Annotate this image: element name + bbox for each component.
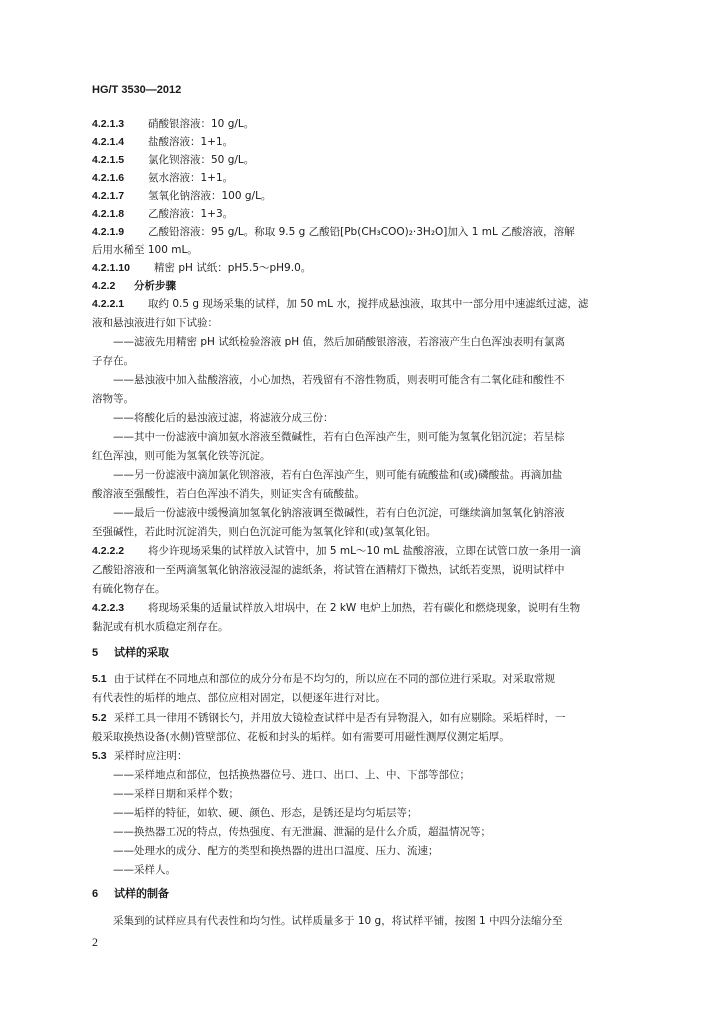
item-number: 4.2.2.3 xyxy=(92,602,125,614)
dash-item-cont: 溶物等。 xyxy=(92,393,134,405)
section-title: 试样的采取 xyxy=(114,646,169,659)
line-text: 采样工具一律用不锈钢长勺，并用放大镜检查试样中是否有异物混入，如有应剔除。采垢样时，一 xyxy=(114,712,566,724)
dash-item-cont: 红色浑浊，则可能为氢氧化铁等沉淀。 xyxy=(92,450,271,462)
section-title: 分析步骤 xyxy=(134,280,176,292)
line-text: 由于试样在不同地点和部位的成分分布是不均匀的，所以应在不同的部位进行采取。对采取常规 xyxy=(114,673,555,685)
dash-item: ——处理水的成分、配方的类型和换热器的进出口温度、压力、流速； xyxy=(113,845,439,857)
section-heading-4-2-2 xyxy=(92,279,176,293)
item-text: 氢氧化钠溶液：100 g/L。 xyxy=(148,190,272,202)
item-4-2-1-8 xyxy=(92,207,233,221)
dash-item: ——采样人。 xyxy=(113,864,176,876)
line-text: 将少许现场采集的试样放入试管中，加 5 mL～10 mL 盐酸溶液，立即在试管口放一条用一滴 xyxy=(148,545,582,557)
item-4-2-1-5 xyxy=(92,153,254,167)
item-number: 5.3 xyxy=(92,750,107,762)
item-number: 5.2 xyxy=(92,712,107,724)
section-number: 4.2.2 xyxy=(92,280,116,292)
item-text: 乙酸溶液：1+3。 xyxy=(148,208,234,220)
item-4-2-1-9 xyxy=(92,225,575,239)
dash-item: ——将酸化后的悬浊液过滤，将滤液分成三份： xyxy=(113,412,334,424)
dash-item-cont: 酸溶液至强酸性，若白色浑浊不消失，则证实含有硫酸盐。 xyxy=(92,488,365,500)
dash-item: ——最后一份滤液中缓慢滴加氢氧化钠溶液调至微碱性，若有白色沉淀，可继续滴加氢氧化钠溶液 xyxy=(113,507,565,519)
standard-code: HG/T 3530—2012 xyxy=(92,84,182,96)
item-number: 4.2.1.10 xyxy=(92,262,130,274)
item-4-2-1-7 xyxy=(92,189,271,203)
para-6-line: 采集到的试样应具有代表性和均匀性。试样质量多于 10 g，将试样平铺，按图 1 中四分法缩分至 xyxy=(113,915,563,927)
para-5-2-line: 般采取换热设备(水侧)管壁部位、花板和封头的垢样。如有需要可用磁性测厚仪测定垢厚。 xyxy=(92,731,510,743)
dash-item: ——另一份滤液中滴加氯化钡溶液，若有白色浑浊产生，则可能有硫酸盐和(或)磷酸盐。再滴加盐 xyxy=(113,469,563,481)
line-text: 将现场采集的适量试样放入坩埚中，在 2 kW 电炉上加热，若有碳化和燃烧现象，说明有生物 xyxy=(148,602,581,614)
item-number: 4.2.2.1 xyxy=(92,298,125,310)
item-text: 精密 pH 试纸：pH5.5～pH9.0。 xyxy=(154,262,312,274)
dash-item: ——采样地点和部位，包括换热器位号、进口、出口、上、中、下部等部位； xyxy=(113,769,470,781)
item-number: 4.2.1.6 xyxy=(92,172,125,184)
section-title: 试样的制备 xyxy=(114,887,169,900)
section-heading-5 xyxy=(92,646,169,660)
item-4-2-1-3 xyxy=(92,117,254,131)
item-number: 5.1 xyxy=(92,673,107,685)
section-number: 5 xyxy=(92,647,99,659)
page-number: 2 xyxy=(92,935,98,949)
para-4-2-2-2-line: 有硫化物存在。 xyxy=(92,583,166,595)
para-5-2-line xyxy=(92,711,566,725)
item-number: 4.2.1.7 xyxy=(92,190,125,202)
para-4-2-2-3-line xyxy=(92,601,580,615)
para-5-1-line: 有代表性的垢样的地点、部位应相对固定，以便逐年进行对比。 xyxy=(92,692,386,704)
dash-item-cont: 子存在。 xyxy=(92,355,134,367)
dash-item: ——垢样的特征，如软、硬、颜色、形态，是锈还是均匀垢层等； xyxy=(113,807,418,819)
line-text: 取约 0.5 g 现场采集的试样，加 50 mL 水，搅拌成悬浊液，取其中一部分用中速滤纸过滤，滤 xyxy=(148,298,589,310)
item-4-2-1-10 xyxy=(92,261,311,275)
section-number: 6 xyxy=(92,888,99,900)
dash-item: ——其中一份滤液中滴加氨水溶液至微碱性，若有白色浑浊产生，则可能为氢氧化铝沉淀；若呈棕 xyxy=(113,431,565,443)
dash-item: ——悬浊液中加入盐酸溶液，小心加热，若残留有不溶性物质，则表明可能含有二氧化硅和酸性不 xyxy=(113,374,565,386)
item-text: 盐酸溶液：1+1。 xyxy=(148,136,234,148)
item-4-2-1-6 xyxy=(92,171,233,185)
dash-item-cont: 至强碱性，若此时沉淀消失，则白色沉淀可能为氢氧化锌和(或)氢氧化铝。 xyxy=(92,526,437,538)
para-5-1-line xyxy=(92,672,555,686)
para-4-2-2-1-line xyxy=(92,297,588,311)
item-number: 4.2.2.2 xyxy=(92,545,125,557)
dash-item: ——换热器工况的特点，传热强度、有无泄漏、泄漏的是什么介质，超温情况等； xyxy=(113,826,491,838)
item-number: 4.2.1.4 xyxy=(92,136,125,148)
para-4-2-2-1-line: 液和悬浊液进行如下试验： xyxy=(92,317,218,329)
item-number: 4.2.1.5 xyxy=(92,154,125,166)
item-number: 4.2.1.9 xyxy=(92,226,125,238)
line-text: 采样时应注明： xyxy=(114,750,188,762)
dash-item: ——采样日期和采样个数； xyxy=(113,788,239,800)
para-4-2-2-2-line xyxy=(92,544,581,558)
item-text: 氨水溶液：1+1。 xyxy=(148,172,234,184)
item-text: 氯化钡溶液：50 g/L。 xyxy=(148,154,255,166)
para-4-2-2-2-line: 乙酸铅溶液和一至两滴氢氧化钠溶液浸湿的滤纸条，将试管在酒精灯下微热，试纸若变黑，说明试样中 xyxy=(92,564,565,576)
para-4-2-2-3-line: 黏泥或有机水质稳定剂存在。 xyxy=(92,621,229,633)
para-5-3-heading xyxy=(92,749,188,763)
item-text: 硝酸银溶液：10 g/L。 xyxy=(148,118,255,130)
item-4-2-1-4 xyxy=(92,135,233,149)
section-heading-6 xyxy=(92,887,169,901)
item-text: 乙酸铅溶液：95 g/L。称取 9.5 g 乙酸铅[Pb(CH₃COO)₂·3H₂O]加入 1 mL 乙酸溶液，溶解 xyxy=(148,226,575,238)
item-number: 4.2.1.8 xyxy=(92,208,125,220)
dash-item: ——滤液先用精密 pH 试纸检验溶液 pH 值，然后加硝酸银溶液，若溶液产生白色浑浊表明有氯离 xyxy=(113,336,565,348)
item-number: 4.2.1.3 xyxy=(92,118,125,130)
item-4-2-1-9-cont: 后用水稀至 100 mL。 xyxy=(92,244,198,256)
